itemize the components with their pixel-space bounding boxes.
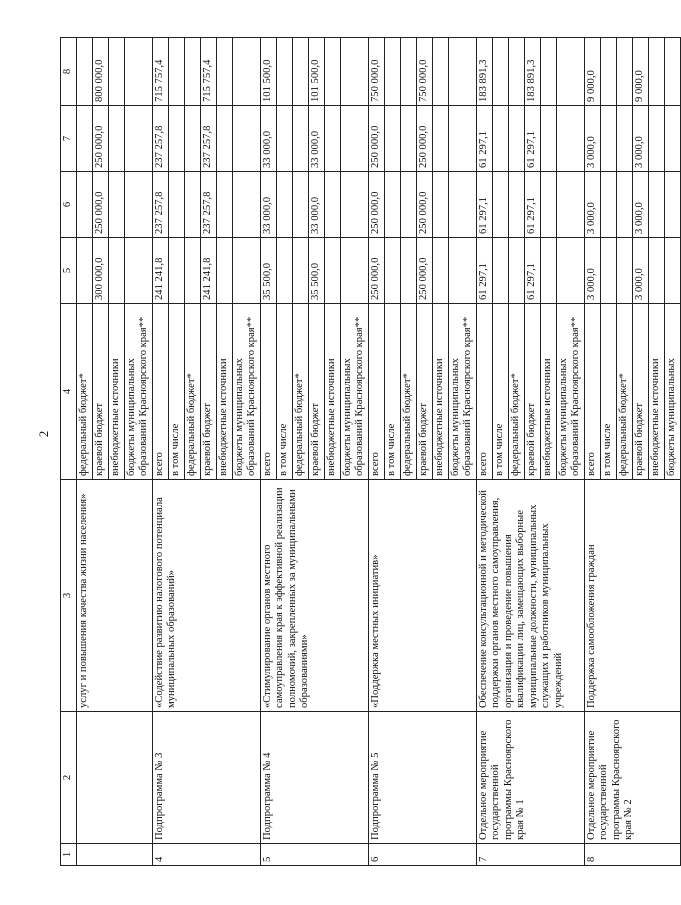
funding-source-cell: краевой бюджет bbox=[632, 304, 648, 480]
amount-cell bbox=[340, 238, 368, 304]
amount-cell bbox=[616, 106, 632, 172]
amount-cell bbox=[492, 172, 508, 238]
amount-cell bbox=[76, 172, 92, 238]
program-description-cell: Поддержка самообложения граждан bbox=[584, 480, 680, 712]
amount-cell bbox=[664, 238, 680, 304]
amount-cell bbox=[76, 38, 92, 106]
amount-cell: 101 500,0 bbox=[260, 38, 276, 106]
funding-source-cell: бюджеты муниципальных образований Красноярского края** bbox=[556, 304, 584, 480]
amount-cell bbox=[432, 238, 448, 304]
amount-cell bbox=[184, 238, 200, 304]
amount-cell: 183 891,3 bbox=[476, 38, 492, 106]
funding-source-cell: бюджеты муниципальных образований Красноярского края** bbox=[232, 304, 260, 480]
amount-cell: 241 241,8 bbox=[200, 238, 216, 304]
page-number: 2 bbox=[36, 430, 51, 438]
amount-cell: 61 297,1 bbox=[476, 238, 492, 304]
amount-cell bbox=[108, 38, 124, 106]
amount-cell bbox=[400, 38, 416, 106]
amount-cell bbox=[508, 172, 524, 238]
amount-cell: 750 000,0 bbox=[416, 38, 432, 106]
amount-cell bbox=[508, 106, 524, 172]
amount-cell bbox=[76, 106, 92, 172]
row-number-cell: 5 bbox=[260, 844, 368, 866]
amount-cell: 237 257,8 bbox=[152, 172, 168, 238]
amount-cell bbox=[448, 172, 476, 238]
funding-source-cell: внебюджетные источники bbox=[324, 304, 340, 480]
amount-cell bbox=[400, 106, 416, 172]
amount-cell bbox=[648, 238, 664, 304]
amount-cell: 33 000,0 bbox=[308, 106, 324, 172]
amount-cell bbox=[232, 172, 260, 238]
amount-cell: 715 757,4 bbox=[152, 38, 168, 106]
amount-cell: 241 241,8 bbox=[152, 238, 168, 304]
program-description-cell: Обеспечение консультационной и методической поддержки органов местного самоуправления, организация и проведение повышения квалификации лиц, замещающих выборные муниципальные должности, муниципальных служащих и работников муниципальных учреждений bbox=[476, 480, 584, 712]
funding-source-cell: в том числе bbox=[600, 304, 616, 480]
amount-cell bbox=[648, 172, 664, 238]
amount-cell bbox=[76, 238, 92, 304]
row-number-cell: 6 bbox=[368, 844, 476, 866]
amount-cell bbox=[540, 38, 556, 106]
amount-cell: 35 500,0 bbox=[260, 238, 276, 304]
amount-cell bbox=[448, 238, 476, 304]
program-description-cell: «Содействие развитию налогового потенциала муниципальных образований» bbox=[152, 480, 260, 712]
amount-cell bbox=[108, 106, 124, 172]
amount-cell bbox=[400, 238, 416, 304]
amount-cell bbox=[276, 238, 292, 304]
amount-cell bbox=[216, 106, 232, 172]
amount-cell: 250 000,0 bbox=[416, 106, 432, 172]
amount-cell bbox=[340, 172, 368, 238]
amount-cell: 250 000,0 bbox=[92, 106, 108, 172]
amount-cell bbox=[232, 238, 260, 304]
program-description-cell: услуг и повышения качества жизни населения» bbox=[76, 480, 152, 712]
funding-source-cell: всего bbox=[584, 304, 600, 480]
amount-cell bbox=[292, 238, 308, 304]
program-description-cell: «Стимулирование органов местного самоуправления края к эффективной реализации полномочий, закрепленных за муниципальными образованиями» bbox=[260, 480, 368, 712]
amount-cell bbox=[168, 38, 184, 106]
amount-cell: 250 000,0 bbox=[416, 172, 432, 238]
row-number-cell: 7 bbox=[476, 844, 584, 866]
funding-source-cell: внебюджетные источники bbox=[108, 304, 124, 480]
program-name-cell: Отдельное мероприятие государственной программы Красноярского края № 2 bbox=[584, 712, 680, 844]
amount-cell: 3 000,0 bbox=[632, 106, 648, 172]
amount-cell: 300 000,0 bbox=[92, 238, 108, 304]
amount-cell bbox=[168, 172, 184, 238]
amount-cell bbox=[492, 238, 508, 304]
funding-source-cell: федеральный бюджет* bbox=[76, 304, 92, 480]
amount-cell: 9 000,0 bbox=[632, 38, 648, 106]
amount-cell bbox=[432, 172, 448, 238]
amount-cell: 250 000,0 bbox=[368, 238, 384, 304]
funding-source-cell: всего bbox=[368, 304, 384, 480]
table-row bbox=[476, 38, 492, 866]
amount-cell bbox=[492, 38, 508, 106]
table-body bbox=[76, 38, 680, 866]
amount-cell: 250 000,0 bbox=[416, 238, 432, 304]
amount-cell bbox=[432, 106, 448, 172]
table-row bbox=[368, 38, 384, 866]
amount-cell bbox=[324, 106, 340, 172]
header-row bbox=[61, 38, 77, 866]
amount-cell bbox=[616, 238, 632, 304]
funding-source-cell: в том числе bbox=[276, 304, 292, 480]
funding-source-cell: федеральный бюджет* bbox=[616, 304, 632, 480]
amount-cell bbox=[324, 172, 340, 238]
funding-source-cell: краевой бюджет bbox=[308, 304, 324, 480]
amount-cell: 101 500,0 bbox=[308, 38, 324, 106]
amount-cell bbox=[492, 106, 508, 172]
amount-cell: 800 000,0 bbox=[92, 38, 108, 106]
amount-cell bbox=[292, 106, 308, 172]
funding-source-cell: федеральный бюджет* bbox=[292, 304, 308, 480]
funding-source-cell: краевой бюджет bbox=[416, 304, 432, 480]
header-cell: 5 bbox=[61, 238, 77, 304]
table-viewport bbox=[60, 38, 677, 866]
amount-cell: 9 000,0 bbox=[584, 38, 600, 106]
amount-cell bbox=[384, 38, 400, 106]
funding-source-cell: федеральный бюджет* bbox=[400, 304, 416, 480]
funding-source-cell: бюджеты муниципальных образований Красноярского края** bbox=[124, 304, 152, 480]
amount-cell bbox=[664, 172, 680, 238]
amount-cell bbox=[556, 38, 584, 106]
amount-cell bbox=[276, 106, 292, 172]
amount-cell: 3 000,0 bbox=[632, 172, 648, 238]
amount-cell bbox=[216, 172, 232, 238]
amount-cell bbox=[556, 106, 584, 172]
table-row bbox=[260, 38, 276, 866]
amount-cell bbox=[616, 38, 632, 106]
amount-cell bbox=[384, 172, 400, 238]
funding-source-cell: в том числе bbox=[492, 304, 508, 480]
amount-cell bbox=[384, 106, 400, 172]
amount-cell bbox=[340, 38, 368, 106]
amount-cell: 237 257,8 bbox=[200, 106, 216, 172]
header-cell: 6 bbox=[61, 172, 77, 238]
amount-cell: 61 297,1 bbox=[476, 106, 492, 172]
funding-source-cell: федеральный бюджет* bbox=[184, 304, 200, 480]
amount-cell bbox=[540, 106, 556, 172]
amount-cell: 3 000,0 bbox=[584, 172, 600, 238]
amount-cell bbox=[600, 238, 616, 304]
amount-cell bbox=[432, 38, 448, 106]
header-cell: 7 bbox=[61, 106, 77, 172]
funding-source-cell: в том числе bbox=[168, 304, 184, 480]
amount-cell bbox=[384, 238, 400, 304]
amount-cell bbox=[540, 238, 556, 304]
amount-cell bbox=[600, 106, 616, 172]
amount-cell bbox=[664, 106, 680, 172]
amount-cell bbox=[124, 38, 152, 106]
amount-cell bbox=[600, 38, 616, 106]
amount-cell bbox=[292, 38, 308, 106]
header-cell: 2 bbox=[61, 712, 77, 844]
program-name-cell: Отдельное мероприятие государственной программы Красноярского края № 1 bbox=[476, 712, 584, 844]
amount-cell bbox=[124, 106, 152, 172]
amount-cell bbox=[108, 238, 124, 304]
amount-cell: 61 297,1 bbox=[524, 172, 540, 238]
header-cell: 4 bbox=[61, 304, 77, 480]
amount-cell bbox=[648, 38, 664, 106]
amount-cell bbox=[648, 106, 664, 172]
funding-source-cell: внебюджетные источники bbox=[216, 304, 232, 480]
amount-cell bbox=[184, 172, 200, 238]
amount-cell: 183 891,3 bbox=[524, 38, 540, 106]
funding-source-cell: федеральный бюджет* bbox=[508, 304, 524, 480]
amount-cell bbox=[400, 172, 416, 238]
program-name-cell: Подпрограмма № 3 bbox=[152, 712, 260, 844]
amount-cell bbox=[508, 38, 524, 106]
amount-cell bbox=[216, 38, 232, 106]
table-row bbox=[152, 38, 168, 866]
table-row bbox=[76, 38, 92, 866]
amount-cell bbox=[168, 238, 184, 304]
amount-cell: 33 000,0 bbox=[260, 106, 276, 172]
funding-source-cell: всего bbox=[476, 304, 492, 480]
funding-source-cell: всего bbox=[152, 304, 168, 480]
amount-cell bbox=[540, 172, 556, 238]
amount-cell bbox=[232, 38, 260, 106]
amount-cell: 3 000,0 bbox=[632, 238, 648, 304]
amount-cell bbox=[292, 172, 308, 238]
row-number-cell bbox=[76, 844, 152, 866]
funding-source-cell: бюджеты муниципальных образований Красноярского края** bbox=[340, 304, 368, 480]
amount-cell: 33 000,0 bbox=[308, 172, 324, 238]
amount-cell bbox=[108, 172, 124, 238]
funding-source-cell: внебюджетные источники bbox=[648, 304, 664, 480]
funding-source-cell: в том числе bbox=[384, 304, 400, 480]
amount-cell: 61 297,1 bbox=[524, 238, 540, 304]
amount-cell: 33 000,0 bbox=[260, 172, 276, 238]
amount-cell: 61 297,1 bbox=[524, 106, 540, 172]
funding-source-cell: внебюджетные источники bbox=[540, 304, 556, 480]
funding-source-cell: бюджеты муниципальных образований Красноярского края** bbox=[448, 304, 476, 480]
amount-cell bbox=[324, 38, 340, 106]
header-cell: 8 bbox=[61, 38, 77, 106]
amount-cell bbox=[340, 106, 368, 172]
funding-source-cell: краевой бюджет bbox=[200, 304, 216, 480]
amount-cell: 750 000,0 bbox=[368, 38, 384, 106]
amount-cell bbox=[556, 238, 584, 304]
funding-source-cell: внебюджетные источники bbox=[432, 304, 448, 480]
amount-cell: 35 500,0 bbox=[308, 238, 324, 304]
header-cell: 3 bbox=[61, 480, 77, 712]
funding-source-cell: краевой бюджет bbox=[524, 304, 540, 480]
program-name-cell: Подпрограмма № 4 bbox=[260, 712, 368, 844]
amount-cell bbox=[616, 172, 632, 238]
funding-source-cell: всего bbox=[260, 304, 276, 480]
amount-cell: 61 297,1 bbox=[476, 172, 492, 238]
amount-cell: 237 257,8 bbox=[200, 172, 216, 238]
funding-table bbox=[60, 37, 681, 866]
amount-cell: 3 000,0 bbox=[584, 106, 600, 172]
rotated-table-container bbox=[60, 38, 677, 866]
amount-cell bbox=[184, 106, 200, 172]
funding-source-cell: бюджеты муниципальных bbox=[664, 304, 680, 480]
funding-source-cell: краевой бюджет bbox=[92, 304, 108, 480]
amount-cell bbox=[168, 106, 184, 172]
amount-cell bbox=[448, 38, 476, 106]
amount-cell bbox=[232, 106, 260, 172]
amount-cell bbox=[216, 238, 232, 304]
amount-cell bbox=[276, 38, 292, 106]
amount-cell: 715 757,4 bbox=[200, 38, 216, 106]
amount-cell bbox=[124, 238, 152, 304]
amount-cell: 250 000,0 bbox=[368, 106, 384, 172]
program-description-cell: «Поддержка местных инициатив» bbox=[368, 480, 476, 712]
amount-cell bbox=[664, 38, 680, 106]
amount-cell: 3 000,0 bbox=[584, 238, 600, 304]
amount-cell bbox=[184, 38, 200, 106]
amount-cell: 250 000,0 bbox=[92, 172, 108, 238]
amount-cell: 250 000,0 bbox=[368, 172, 384, 238]
table-row bbox=[584, 38, 600, 866]
amount-cell bbox=[448, 106, 476, 172]
amount-cell bbox=[276, 172, 292, 238]
amount-cell bbox=[124, 172, 152, 238]
amount-cell bbox=[556, 172, 584, 238]
amount-cell bbox=[324, 238, 340, 304]
header-cell: 1 bbox=[61, 844, 77, 866]
program-name-cell: Подпрограмма № 5 bbox=[368, 712, 476, 844]
amount-cell: 237 257,8 bbox=[152, 106, 168, 172]
amount-cell bbox=[600, 172, 616, 238]
amount-cell bbox=[508, 238, 524, 304]
program-name-cell bbox=[76, 712, 152, 844]
row-number-cell: 8 bbox=[584, 844, 680, 866]
row-number-cell: 4 bbox=[152, 844, 260, 866]
